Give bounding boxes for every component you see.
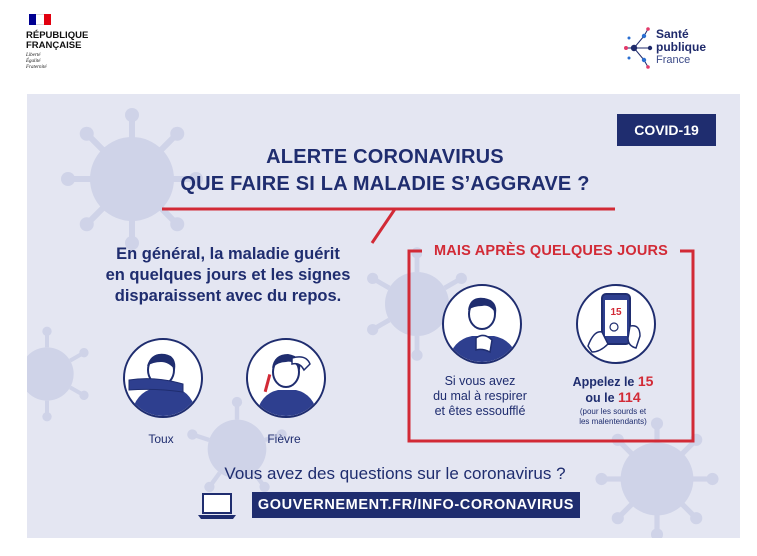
title-line2: QUE FAIRE SI LA MALADIE S’AGGRAVE ? xyxy=(180,173,590,195)
call-note1: (pour les sourds et xyxy=(579,407,647,416)
republique-line1: RÉPUBLIQUE xyxy=(26,30,89,41)
intro-line2: en quelques jours et les signes xyxy=(105,266,351,284)
spf-line2: publique xyxy=(656,40,706,54)
intro-line3: disparaissent avec du repos. xyxy=(114,287,342,305)
call-prefix1: Appelez le xyxy=(572,375,638,389)
motto-liberte: Liberté xyxy=(26,53,41,58)
breathing-line1: Si vous avez xyxy=(444,374,516,388)
call-number-114: 114 xyxy=(618,389,641,405)
republique-line2: FRANÇAISE xyxy=(26,40,82,51)
spf-line3: France xyxy=(656,54,691,66)
intro-line1: En général, la maladie guérit xyxy=(116,245,340,263)
phone-call-icon xyxy=(576,284,656,364)
breathing-line3: et êtes essoufflé xyxy=(434,404,526,418)
spf-line1: Santé xyxy=(656,27,689,41)
breathing-caption xyxy=(425,374,535,419)
cough-person-icon xyxy=(123,338,203,418)
phone-screen-number: 15 xyxy=(610,307,622,318)
covid-tag: COVID-19 xyxy=(617,114,716,146)
call-note2: les malentendants) xyxy=(579,417,647,426)
fever-person-icon xyxy=(246,338,326,418)
breathing-difficulty-icon xyxy=(442,284,522,364)
info-coronavirus-link[interactable]: GOUVERNEMENT.FR/INFO-CORONAVIRUS xyxy=(252,492,580,518)
intro-text xyxy=(78,244,378,307)
footer-question: Vous avez des questions sur le coronavirus ? xyxy=(224,464,566,483)
symptom-label-toux: Toux xyxy=(148,432,174,446)
motto-fraternite: Fraternité xyxy=(26,65,47,70)
call-caption xyxy=(563,374,663,426)
title-line1: ALERTE CORONAVIRUS xyxy=(266,146,504,168)
motto-egalite: Égalité xyxy=(26,59,41,64)
call-prefix2: ou le xyxy=(585,391,619,405)
laptop-icon xyxy=(197,492,237,520)
symptom-label-fievre: Fièvre xyxy=(267,432,301,446)
warning-box-title: MAIS APRÈS QUELQUES JOURS xyxy=(422,239,680,263)
breathing-line2: du mal à respirer xyxy=(433,389,527,403)
call-number-15: 15 xyxy=(637,373,654,389)
